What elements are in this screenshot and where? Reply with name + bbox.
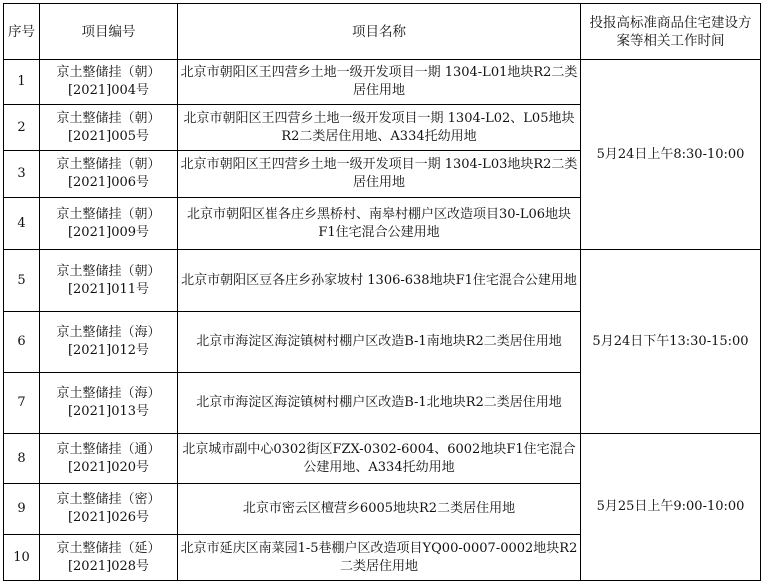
- row-seq: 7: [4, 373, 40, 434]
- row-seq: 9: [4, 484, 40, 535]
- header-code: 项目编号: [40, 4, 178, 60]
- row-code: [40, 434, 178, 484]
- row-name: 北京市朝阳区豆各庄乡孙家坡村 1306-638地块F1住宅混合公建用地: [178, 250, 581, 312]
- header-row: [4, 4, 761, 60]
- row-name: 北京市朝阳区王四营乡土地一级开发项目一期 1304-L02、L05地块R2二类居住用地、A334托幼用地: [178, 105, 581, 151]
- row-seq: 4: [4, 198, 40, 250]
- code-line1: 京土整储挂（海）: [56, 386, 161, 401]
- code-line2: [2021]013号: [67, 404, 150, 419]
- code-line2: [2021]028号: [67, 558, 150, 574]
- row-code: [40, 535, 178, 581]
- row-name: 北京市朝阳区崔各庄乡黑桥村、南皋村棚户区改造项目30-L06地块F1住宅混合公建用地: [178, 198, 581, 250]
- row-seq: 3: [4, 151, 40, 198]
- row-seq: 10: [4, 535, 40, 581]
- row-code: [40, 198, 178, 250]
- row-seq: 5: [4, 250, 40, 312]
- code-line1: 京土整储挂（海）: [56, 325, 161, 340]
- code-line2: [2021]011号: [67, 281, 150, 297]
- row-name: 北京市朝阳区王四营乡土地一级开发项目一期 1304-L01地块R2二类居住用地: [178, 60, 581, 105]
- row-code: [40, 373, 178, 434]
- code-line2: [2021]012号: [67, 343, 150, 358]
- header-name: 项目名称: [178, 4, 581, 60]
- row-name: 北京市海淀区海淀镇树村棚户区改造B-1北地块R2二类居住用地: [178, 373, 581, 434]
- code-line1: 京土整储挂（朝）: [56, 65, 161, 80]
- row-name: 北京市密云区檀营乡6005地块R2二类居住用地: [178, 484, 581, 535]
- row-code: [40, 60, 178, 105]
- row-seq: 8: [4, 434, 40, 484]
- time-slot: 5月24日上午8:30-10:00: [581, 60, 761, 250]
- code-line2: [2021]009号: [67, 224, 150, 240]
- code-line1: 京土整储挂（朝）: [56, 263, 161, 279]
- code-line1: 京土整储挂（朝）: [56, 110, 161, 126]
- code-line2: [2021]004号: [67, 83, 150, 98]
- row-seq: 6: [4, 312, 40, 373]
- code-line1: 京土整储挂（通）: [56, 441, 161, 457]
- time-slot: 5月25日上午9:00-10:00: [581, 434, 761, 581]
- header-seq: 序号: [4, 4, 40, 60]
- row-name: 北京市朝阳区王四营乡土地一级开发项目一期 1304-L03地块R2二类居住用地: [178, 151, 581, 198]
- row-seq: 1: [4, 60, 40, 105]
- code-line1: 京土整储挂（延）: [56, 540, 161, 556]
- table-row: [4, 434, 761, 484]
- land-projects-table: [3, 3, 761, 581]
- code-line2: [2021]006号: [67, 175, 150, 190]
- header-time: 投报高标准商品住宅建设方案等相关工作时间: [581, 4, 761, 60]
- code-line2: [2021]026号: [67, 510, 150, 525]
- code-line1: 京土整储挂（密）: [56, 492, 161, 507]
- row-name: 北京市延庆区南菜园1-5巷棚户区改造项目YQ00-0007-0002地块R2二类居住用地: [178, 535, 581, 581]
- row-code: [40, 105, 178, 151]
- row-code: [40, 484, 178, 535]
- table-row: [4, 60, 761, 105]
- row-code: [40, 250, 178, 312]
- row-code: [40, 312, 178, 373]
- row-code: [40, 151, 178, 198]
- code-line2: [2021]005号: [67, 128, 150, 144]
- table-row: [4, 250, 761, 312]
- row-seq: 2: [4, 105, 40, 151]
- code-line1: 京土整储挂（朝）: [56, 157, 161, 172]
- time-slot: 5月24日下午13:30-15:00: [581, 250, 761, 434]
- code-line2: [2021]020号: [67, 459, 150, 475]
- row-name: 北京城市副中心0302街区FZX-0302-6004、6002地块F1住宅混合公建用地、A334托幼用地: [178, 434, 581, 484]
- code-line1: 京土整储挂（朝）: [56, 206, 161, 222]
- row-name: 北京市海淀区海淀镇树村棚户区改造B-1南地块R2二类居住用地: [178, 312, 581, 373]
